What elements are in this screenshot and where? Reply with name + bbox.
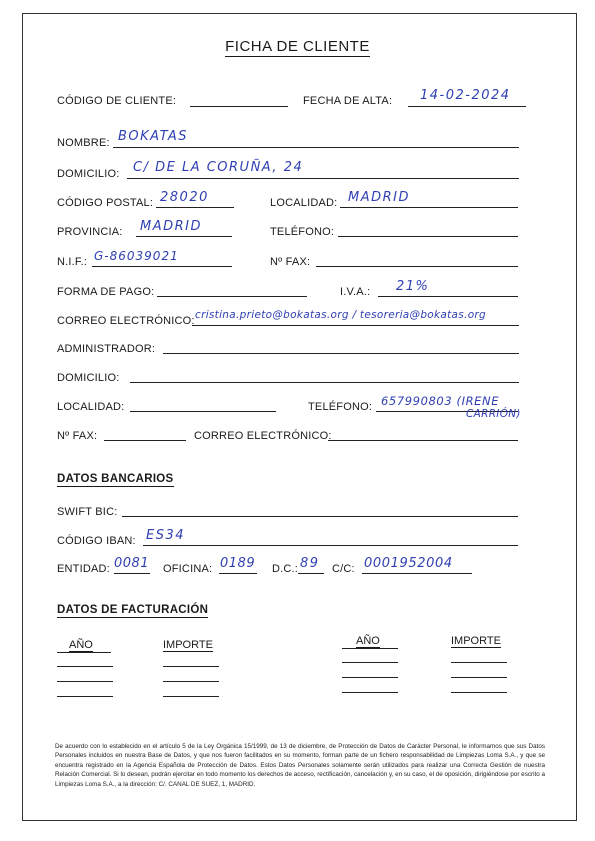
admin-localidad-field[interactable] xyxy=(130,411,276,412)
forma-pago-field[interactable] xyxy=(157,296,307,297)
nombre-label: NOMBRE: xyxy=(57,137,110,149)
codigo-cliente-field[interactable] xyxy=(190,106,288,107)
admin-telefono-label: TELÉFONO: xyxy=(308,401,373,413)
iban-field[interactable] xyxy=(143,545,518,546)
localidad-field[interactable] xyxy=(340,207,518,208)
col-ano-right-underline xyxy=(342,648,398,649)
telefono-label: TELÉFONO: xyxy=(270,226,335,238)
admin-localidad-label: LOCALIDAD: xyxy=(57,401,125,413)
nombre-value: BOKATAS xyxy=(118,129,189,144)
fecha-alta-field[interactable] xyxy=(408,106,526,107)
admin-fax-label: Nº FAX: xyxy=(57,430,98,442)
administrador-field[interactable] xyxy=(163,353,519,354)
admin-fax-field[interactable] xyxy=(104,440,186,441)
billing-line[interactable] xyxy=(342,677,398,678)
codigo-cliente-label: CÓDIGO DE CLIENTE: xyxy=(57,95,177,107)
cc-label: C/C: xyxy=(332,563,355,575)
oficina-label: OFICINA: xyxy=(163,563,213,575)
dc-field[interactable] xyxy=(298,573,324,574)
nif-value: G-86039021 xyxy=(94,249,179,263)
admin-correo-field[interactable] xyxy=(328,440,518,441)
provincia-field[interactable] xyxy=(136,236,232,237)
col-ano-right: AÑO xyxy=(356,635,380,647)
correo-label: CORREO ELECTRÓNICO: xyxy=(57,315,195,327)
billing-line[interactable] xyxy=(163,696,219,697)
nif-field[interactable] xyxy=(92,266,232,267)
billing-line[interactable] xyxy=(451,662,507,663)
correo-field[interactable] xyxy=(192,325,519,326)
domicilio-label: DOMICILIO: xyxy=(57,168,120,180)
billing-line[interactable] xyxy=(342,662,398,663)
telefono-field[interactable] xyxy=(338,236,518,237)
col-importe-right: IMPORTE xyxy=(451,635,501,647)
localidad-value: MADRID xyxy=(348,190,410,205)
billing-line[interactable] xyxy=(163,681,219,682)
codigo-postal-field[interactable] xyxy=(156,207,234,208)
codigo-postal-label: CÓDIGO POSTAL: xyxy=(57,197,154,209)
fax-field[interactable] xyxy=(316,266,518,267)
datos-facturacion-heading: DATOS DE FACTURACIÓN xyxy=(57,604,209,616)
nif-label: N.I.F.: xyxy=(57,256,88,268)
nombre-field[interactable] xyxy=(113,147,519,148)
entidad-field[interactable] xyxy=(114,573,150,574)
oficina-value: 0189 xyxy=(220,556,256,571)
iva-field[interactable] xyxy=(378,296,518,297)
billing-line[interactable] xyxy=(342,692,398,693)
swift-label: SWIFT BIC: xyxy=(57,506,118,518)
fecha-alta-value: 14-02-2024 xyxy=(420,88,511,103)
dc-value: 89 xyxy=(300,556,320,571)
billing-line[interactable] xyxy=(57,681,113,682)
iva-label: I.V.A.: xyxy=(340,286,371,298)
admin-telefono-value-cont: CARRIÓN) xyxy=(466,408,521,420)
datos-bancarios-heading: DATOS BANCARIOS xyxy=(57,473,174,485)
col-ano-left-underline xyxy=(57,652,111,653)
dc-label: D.C.: xyxy=(272,563,299,575)
legal-notice: De acuerdo con lo establecido en el artículo 5 de la Ley Orgánica 15/1999, de 13 de diciembre, de Protección de Datos de Carácter Personal, le informamos que sus Datos Personales incluidos en nuestra Base de Datos, y que nos fueron facilitados en su momento, forman parte de un fichero responsabilidad de Limpiezas Loma S.A., y que se encuentra registrado en la Agencia Española de Protección de Datos. Estos Datos Personales solamente serán utilizados para realizar una Correcta Gestión de nuestra Relación Comercial. Si lo desean, podrán ejercitar en todo momento los derechos de acceso, rectificación, cancelación y, en su caso, el de oposición, dirigiéndose por escrito a Limpiezas Loma S.A., a la dirección: C/. CANAL DE SUEZ, 1, MADRID. xyxy=(55,743,545,788)
domicilio-field[interactable] xyxy=(127,178,519,179)
admin-domicilio-field[interactable] xyxy=(130,382,519,383)
billing-line[interactable] xyxy=(57,666,113,667)
admin-domicilio-label: DOMICILIO: xyxy=(57,372,120,384)
admin-correo-label: CORREO ELECTRÓNICO: xyxy=(194,430,332,442)
domicilio-value: C/ DE LA CORUÑA, 24 xyxy=(133,160,304,175)
page-title: FICHA DE CLIENTE xyxy=(225,38,370,55)
fecha-alta-label: FECHA DE ALTA: xyxy=(303,95,393,107)
fax-label: Nº FAX: xyxy=(270,256,311,268)
codigo-postal-value: 28020 xyxy=(160,190,209,205)
col-importe-left: IMPORTE xyxy=(163,639,213,651)
iva-value: 21% xyxy=(396,279,430,294)
cc-field[interactable] xyxy=(362,573,472,574)
admin-telefono-value: 657990803 (IRENE xyxy=(381,394,500,408)
iban-value: ES34 xyxy=(146,528,186,543)
forma-pago-label: FORMA DE PAGO: xyxy=(57,286,155,298)
administrador-label: ADMINISTRADOR: xyxy=(57,343,156,355)
localidad-label: LOCALIDAD: xyxy=(270,197,338,209)
entidad-value: 0081 xyxy=(114,556,150,571)
provincia-label: PROVINCIA: xyxy=(57,226,123,238)
billing-line[interactable] xyxy=(451,677,507,678)
billing-line[interactable] xyxy=(163,666,219,667)
oficina-field[interactable] xyxy=(219,573,257,574)
entidad-label: ENTIDAD: xyxy=(57,563,110,575)
billing-line[interactable] xyxy=(57,696,113,697)
iban-label: CÓDIGO IBAN: xyxy=(57,535,136,547)
col-ano-left: AÑO xyxy=(69,639,93,651)
correo-value: cristina.prieto@bokatas.org / tesoreria@bokatas.org xyxy=(195,309,487,321)
billing-line[interactable] xyxy=(451,692,507,693)
swift-field[interactable] xyxy=(122,516,518,517)
cc-value: 0001952004 xyxy=(364,556,453,571)
provincia-value: MADRID xyxy=(140,219,202,234)
